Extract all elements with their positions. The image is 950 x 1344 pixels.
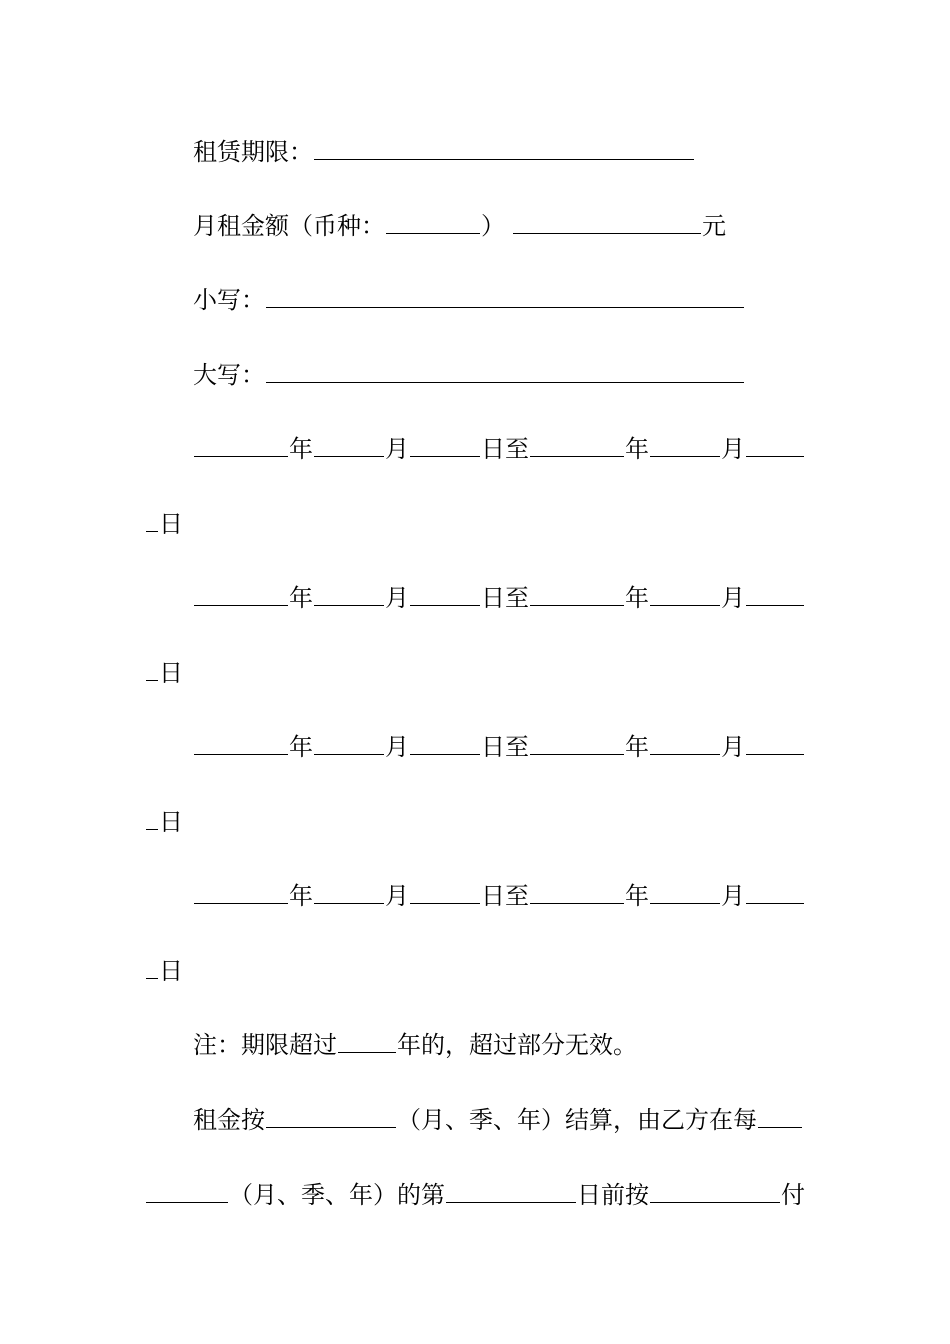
start-day-blank[interactable]	[410, 585, 480, 606]
start-year-blank[interactable]	[194, 436, 288, 457]
month-label: 月	[385, 584, 409, 612]
note-line	[193, 1030, 637, 1060]
note-prefix: 注：期限超过	[193, 1031, 337, 1059]
day-to-label: 日至	[481, 733, 529, 761]
start-year-blank[interactable]	[194, 734, 288, 755]
end-day-blank[interactable]	[746, 585, 804, 606]
end-month-blank[interactable]	[650, 436, 720, 457]
settle-line2-a: （月、季、年）的第	[229, 1181, 445, 1209]
date-range-row	[193, 881, 805, 911]
payment-method-blank[interactable]	[650, 1182, 780, 1203]
due-day-blank[interactable]	[446, 1182, 576, 1203]
lowercase-blank[interactable]	[266, 287, 744, 308]
lease-term-blank[interactable]	[314, 139, 694, 160]
year-label: 年	[625, 435, 649, 463]
month-label: 月	[721, 733, 745, 761]
settle-middle: （月、季、年）结算，由乙方在每	[397, 1106, 757, 1134]
end-year-blank[interactable]	[530, 436, 624, 457]
settle-prefix: 租金按	[193, 1106, 265, 1134]
currency-close-paren: ）	[481, 212, 505, 240]
end-day-blank[interactable]	[746, 734, 804, 755]
each-period-blank[interactable]	[758, 1107, 802, 1128]
start-day-blank[interactable]	[410, 734, 480, 755]
date-range-row	[193, 732, 805, 762]
end-day-blank[interactable]	[746, 883, 804, 904]
day-label: 日	[159, 957, 183, 985]
yuan-unit: 元	[702, 212, 726, 240]
year-label: 年	[289, 435, 313, 463]
end-month-blank[interactable]	[650, 585, 720, 606]
end-year-blank[interactable]	[530, 883, 624, 904]
start-year-blank[interactable]	[194, 883, 288, 904]
day-to-label: 日至	[481, 435, 529, 463]
year-label: 年	[289, 882, 313, 910]
date-range-row-end	[145, 658, 183, 688]
end-month-blank[interactable]	[650, 883, 720, 904]
start-month-blank[interactable]	[314, 734, 384, 755]
monthly-rent-line	[193, 211, 726, 241]
year-label: 年	[625, 733, 649, 761]
lease-term-line	[193, 137, 695, 167]
currency-blank[interactable]	[386, 213, 480, 234]
lowercase-amount-line	[193, 285, 745, 315]
date-range-row-end	[145, 509, 183, 539]
end-day-blank-cont[interactable]	[146, 958, 158, 979]
end-day-blank-cont[interactable]	[146, 511, 158, 532]
day-label: 日	[159, 659, 183, 687]
date-range-row	[193, 434, 805, 464]
years-limit-blank[interactable]	[338, 1032, 396, 1053]
start-year-blank[interactable]	[194, 585, 288, 606]
day-label: 日	[159, 808, 183, 836]
month-label: 月	[721, 435, 745, 463]
month-label: 月	[721, 584, 745, 612]
year-label: 年	[289, 733, 313, 761]
end-day-blank-cont[interactable]	[146, 809, 158, 830]
start-day-blank[interactable]	[410, 883, 480, 904]
start-month-blank[interactable]	[314, 436, 384, 457]
day-label: 日	[159, 510, 183, 538]
settlement-line	[193, 1105, 803, 1135]
lowercase-label: 小写：	[193, 286, 265, 314]
start-day-blank[interactable]	[410, 436, 480, 457]
uppercase-blank[interactable]	[266, 362, 744, 383]
end-year-blank[interactable]	[530, 585, 624, 606]
note-suffix: 年的，超过部分无效。	[397, 1031, 637, 1059]
day-to-label: 日至	[481, 882, 529, 910]
settle-period-blank[interactable]	[266, 1107, 396, 1128]
settlement-line-2	[145, 1180, 805, 1210]
uppercase-label: 大写：	[193, 361, 265, 389]
end-year-blank[interactable]	[530, 734, 624, 755]
year-label: 年	[289, 584, 313, 612]
month-label: 月	[385, 435, 409, 463]
date-range-row-end	[145, 807, 183, 837]
settle-line2-b: 日前按	[577, 1181, 649, 1209]
start-month-blank[interactable]	[314, 585, 384, 606]
year-label: 年	[625, 584, 649, 612]
month-label: 月	[721, 882, 745, 910]
month-label: 月	[385, 882, 409, 910]
settle-line2-c: 付	[781, 1181, 805, 1209]
day-to-label: 日至	[481, 584, 529, 612]
end-month-blank[interactable]	[650, 734, 720, 755]
end-day-blank[interactable]	[746, 436, 804, 457]
uppercase-amount-line	[193, 360, 745, 390]
start-month-blank[interactable]	[314, 883, 384, 904]
monthly-rent-amount-blank[interactable]	[513, 213, 701, 234]
lease-term-label: 租赁期限：	[193, 138, 313, 166]
each-period-blank-cont[interactable]	[146, 1182, 228, 1203]
monthly-rent-label: 月租金额（币种：	[193, 212, 385, 240]
year-label: 年	[625, 882, 649, 910]
month-label: 月	[385, 733, 409, 761]
end-day-blank-cont[interactable]	[146, 660, 158, 681]
date-range-row	[193, 583, 805, 613]
date-range-row-end	[145, 956, 183, 986]
